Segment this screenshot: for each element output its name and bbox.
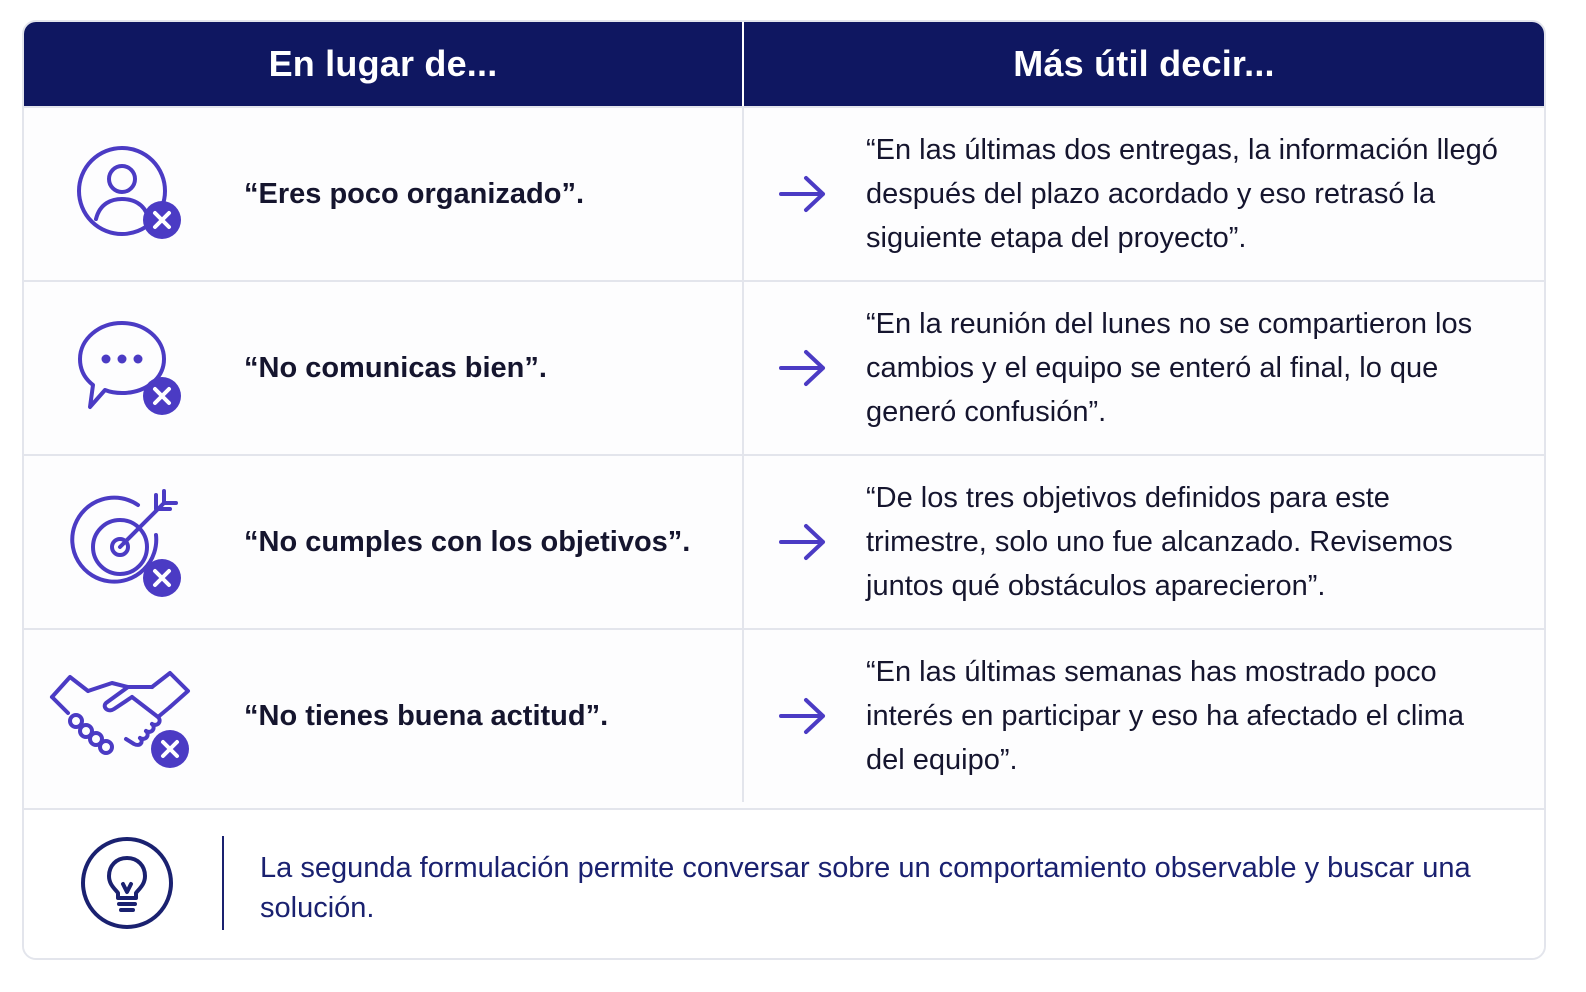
instead-cell xyxy=(24,630,742,802)
better-phrase: “En las últimas semanas has mostrado poco interés en participar y eso ha afectado el clima del equipo”. xyxy=(866,656,1465,776)
instead-cell xyxy=(24,282,742,454)
better-phrase: “En las últimas dos entregas, la información llegó después del plazo acordado y eso retrasó la siguiente etapa del proyecto”. xyxy=(866,134,1498,254)
handshake-x-icon xyxy=(46,661,196,771)
better-phrase: “En la reunión del lunes no se compartieron los cambios y el equipo se enteró al final, lo que generó confusión”. xyxy=(866,308,1473,428)
instead-cell xyxy=(24,456,742,628)
instead-cell xyxy=(24,108,742,280)
arrow-right-icon xyxy=(778,348,828,388)
instead-phrase: “Eres poco organizado”. xyxy=(244,177,584,210)
table-row xyxy=(24,106,1544,280)
better-cell xyxy=(744,630,1544,802)
header-right: Más útil decir... xyxy=(1013,43,1275,84)
arrow-right-icon xyxy=(778,696,828,736)
chat-x-icon xyxy=(60,313,190,423)
comparison-card xyxy=(22,20,1546,960)
better-cell xyxy=(744,108,1544,280)
footer-note xyxy=(24,808,1544,958)
table-row xyxy=(24,628,1544,802)
instead-phrase: “No cumples con los objetivos”. xyxy=(244,525,691,558)
user-x-icon xyxy=(60,139,190,249)
lightbulb-icon xyxy=(80,836,174,930)
table-row xyxy=(24,454,1544,628)
footer-text: La segunda formulación permite conversar sobre un comportamiento observable y buscar una solución. xyxy=(260,852,1471,924)
table-row xyxy=(24,280,1544,454)
better-cell xyxy=(744,282,1544,454)
header-left: En lugar de... xyxy=(268,43,498,84)
instead-phrase: “No comunicas bien”. xyxy=(244,351,547,384)
table-header xyxy=(24,22,1544,106)
arrow-right-icon xyxy=(778,174,828,214)
arrow-right-icon xyxy=(778,522,828,562)
instead-phrase: “No tienes buena actitud”. xyxy=(244,699,609,732)
target-x-icon xyxy=(60,487,190,597)
better-phrase: “De los tres objetivos definidos para este trimestre, solo uno fue alcanzado. Revisemos juntos qué obstáculos aparecieron”. xyxy=(866,482,1453,602)
footer-divider xyxy=(222,836,224,930)
better-cell xyxy=(744,456,1544,628)
